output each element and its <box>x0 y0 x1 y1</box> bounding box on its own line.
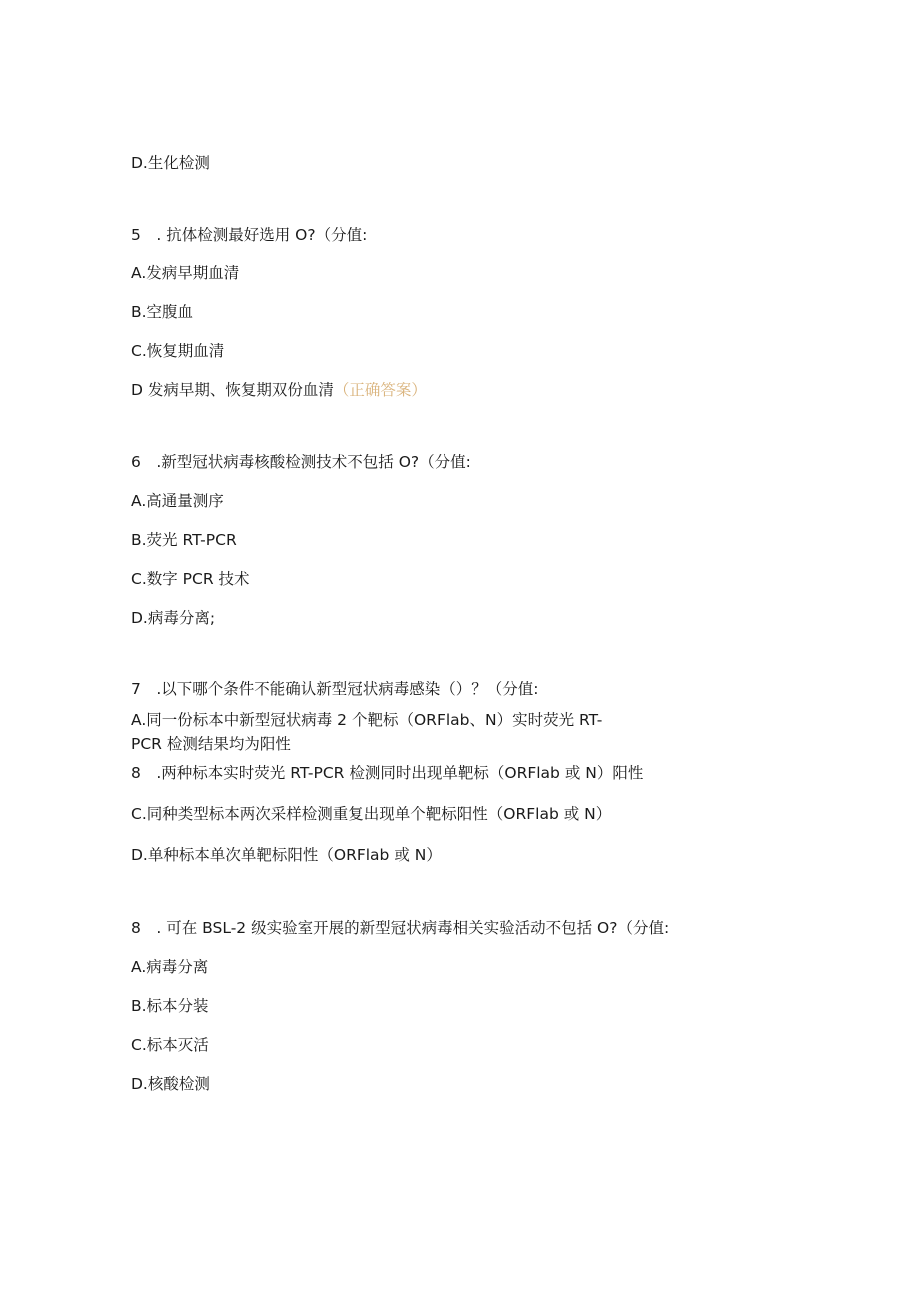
q5-option-b: B.空腹血 <box>131 303 194 321</box>
q6-option-c: C.数字 PCR 技术 <box>131 570 250 588</box>
q8-option-c: C.标本灭活 <box>131 1036 209 1054</box>
correct-answer-mark: （正确答案） <box>333 381 427 399</box>
q5-option-d-text: D 发病早期、恢复期双份血清 <box>131 381 334 399</box>
q5-option-c: C.恢复期血清 <box>131 342 225 360</box>
q7-option-c: C.同种类型标本两次采样检测重复出现单个靶标阳性（ORFlab 或 N） <box>131 805 612 823</box>
q5-option-a: A.发病早期血清 <box>131 264 240 282</box>
q8-option-d: D.核酸检测 <box>131 1075 210 1093</box>
q6-option-a: A.高通量测序 <box>131 492 224 510</box>
q7-option-b: 8 .两种标本实时荧光 RT-PCR 检测同时出现单靶标（ORFlab 或 N）阳性 <box>131 764 644 782</box>
q6-option-b: B.荧光 RT-PCR <box>131 531 237 549</box>
q7-option-a-line2: PCR 检测结果均为阳性 <box>131 735 291 753</box>
q8-option-a: A.病毒分离 <box>131 958 209 976</box>
q7-option-a-line1: A.同一份标本中新型冠状病毒 2 个靶标（ORFlab、N）实时荧光 RT- <box>131 711 603 729</box>
q7-option-d: D.单种标本单次单靶标阳性（ORFlab 或 N） <box>131 846 442 864</box>
q5-question: 5 . 抗体检测最好选用 O?（分值: <box>131 226 368 244</box>
q6-option-d: D.病毒分离; <box>131 609 216 627</box>
q4-option-d: D.生化检测 <box>131 154 210 172</box>
q8-question: 8 . 可在 BSL-2 级实验室开展的新型冠状病毒相关实验活动不包括 O?（分值: <box>131 919 670 937</box>
q7-question: 7 .以下哪个条件不能确认新型冠状病毒感染（）？（分值: <box>131 680 539 698</box>
q8-option-b: B.标本分装 <box>131 997 209 1015</box>
q6-question: 6 .新型冠状病毒核酸检测技术不包括 O?（分值: <box>131 453 471 471</box>
q5-option-d <box>131 380 427 400</box>
